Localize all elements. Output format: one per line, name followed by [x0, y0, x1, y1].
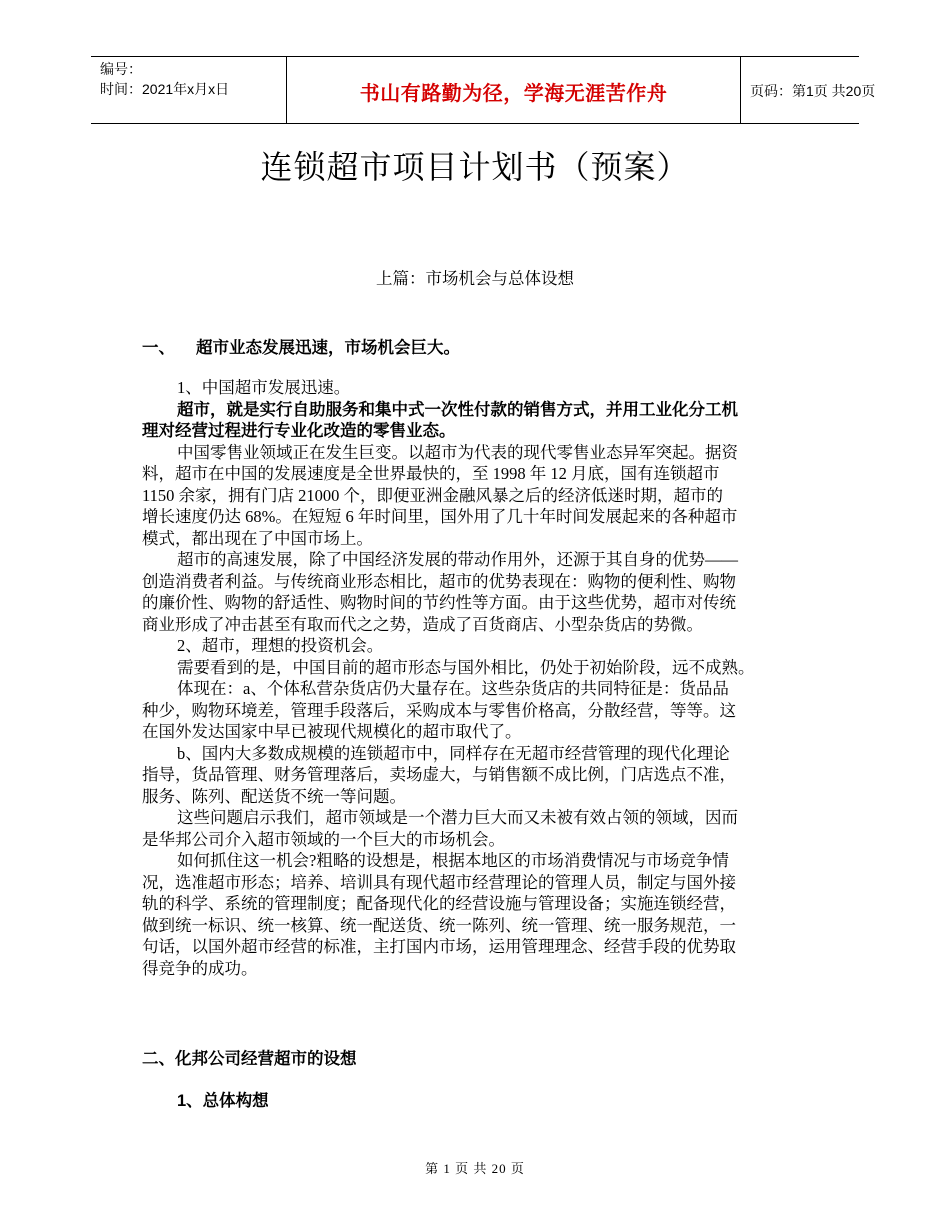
section-2-subheading: 1、总体构想 — [177, 1092, 269, 1110]
body-line: 体现在：a、个体私营杂货店仍大量存在。这些杂货店的共同特征是：货品品 — [177, 679, 729, 698]
body-line: 在国外发达国家中早已被现代规模化的超市取代了。 — [142, 722, 522, 741]
body-line: 创造消费者利益。与传统商业形态相比，超市的优势表现在：购物的便利性、购物 — [142, 571, 736, 591]
body-line: 模式，都出现在了中国市场上。 — [142, 528, 373, 548]
document-title: 连锁超市项目计划书（预案） — [260, 149, 690, 185]
body-line: 况，选准超市形态；培养、培训具有现代超市经营理论的管理人员，制定与国外接 — [142, 872, 736, 892]
body-line: 如何抓住这一机会?粗略的设想是，根据本地区的市场消费情况与市场竞争情 — [177, 851, 729, 870]
body-line: 中国零售业领域正在发生巨变。以超市为代表的现代零售业态异军突起。据资 — [177, 442, 738, 462]
body-line: 做到统一标识、统一核算、统一配送货、统一陈列、统一管理、统一服务规范，一 — [142, 915, 736, 935]
header-meta — [91, 57, 286, 123]
body-line: 句话，以国外超市经营的标准，主打国内市场，运用管理理念、经营手段的优势取 — [142, 937, 736, 956]
body-line: b、国内大多数成规模的连锁超市中，同样存在无超市经营管理的现代化理论 — [177, 743, 730, 763]
document-number-label: 编号： — [100, 61, 142, 77]
body-line: 1、中国超市发展迅速。 — [177, 378, 351, 397]
body-line: 得竞争的成功。 — [142, 958, 258, 978]
section-1-heading: 超市业态发展迅速，市场机会巨大。 — [196, 339, 460, 357]
header-page-info: 页码：第1页 共20页 — [750, 83, 876, 99]
document-time-label: 时间：2021年x月x日 — [100, 81, 230, 97]
body-line: 种少，购物环境差，管理手段落后，采购成本与零售价格高，分散经营，等等。这 — [142, 700, 736, 720]
body-line: 超市，就是实行自助服务和集中式一次性付款的销售方式，并用工业化分工机 — [177, 400, 738, 419]
section-1-number: 一、 — [142, 339, 175, 357]
body-line: 增长速度仍达 68%。在短短 6 年时间里，国外用了几十年时间发展起来的各种超市 — [142, 507, 738, 526]
body-line: 这些问题启示我们，超市领域是一个潜力巨大而又未被有效占领的领域，因而 — [177, 808, 738, 827]
body-line: 2、超市，理想的投资机会。 — [177, 636, 384, 655]
page-header — [91, 56, 876, 124]
header-motto: 书山有路勤为径，学海无涯苦作舟 — [359, 83, 668, 105]
body-line: 是华邦公司介入超市领域的一个巨大的市场机会。 — [142, 829, 505, 849]
header-motto-cell — [286, 57, 741, 123]
body-line: 轨的科学、系统的管理制度；配备现代化的经营设施与管理设备；实施连锁经营， — [142, 894, 736, 913]
body-line: 1150 余家，拥有门店 21000 个，即便亚洲金融风暴之后的经济低迷时期，超市的 — [142, 485, 724, 505]
section-2-heading: 二、化邦公司经营超市的设想 — [142, 1050, 357, 1068]
body-line: 需要看到的是，中国目前的超市形态与国外相比，仍处于初始阶段，远不成熟。 — [177, 657, 755, 677]
body-line: 的廉价性、购物的舒适性、购物时间的节约性等方面。由于这些优势，超市对传统 — [142, 593, 736, 612]
body-line: 理对经营过程进行专业化改造的零售业态。 — [142, 422, 456, 440]
page-footer: 第 1 页 共 20 页 — [425, 1161, 525, 1176]
body-line: 指导，货品管理、财务管理落后，卖场虚大，与销售额不成比例，门店选点不准， — [142, 765, 736, 784]
document-subtitle: 上篇：市场机会与总体设想 — [376, 269, 574, 288]
body-line: 超市的高速发展，除了中国经济发展的带动作用外，还源于其自身的优势—— — [177, 550, 738, 569]
header-page-cell — [741, 57, 876, 123]
body-line: 料，超市在中国的发展速度是全世界最快的，至 1998 年 12 月底，国有连锁超市 — [142, 464, 720, 483]
body-line: 服务、陈列、配送货不统一等问题。 — [142, 786, 406, 806]
body-line: 商业形成了冲击甚至有取而代之之势，造成了百货商店、小型杂货店的势微。 — [142, 614, 703, 634]
